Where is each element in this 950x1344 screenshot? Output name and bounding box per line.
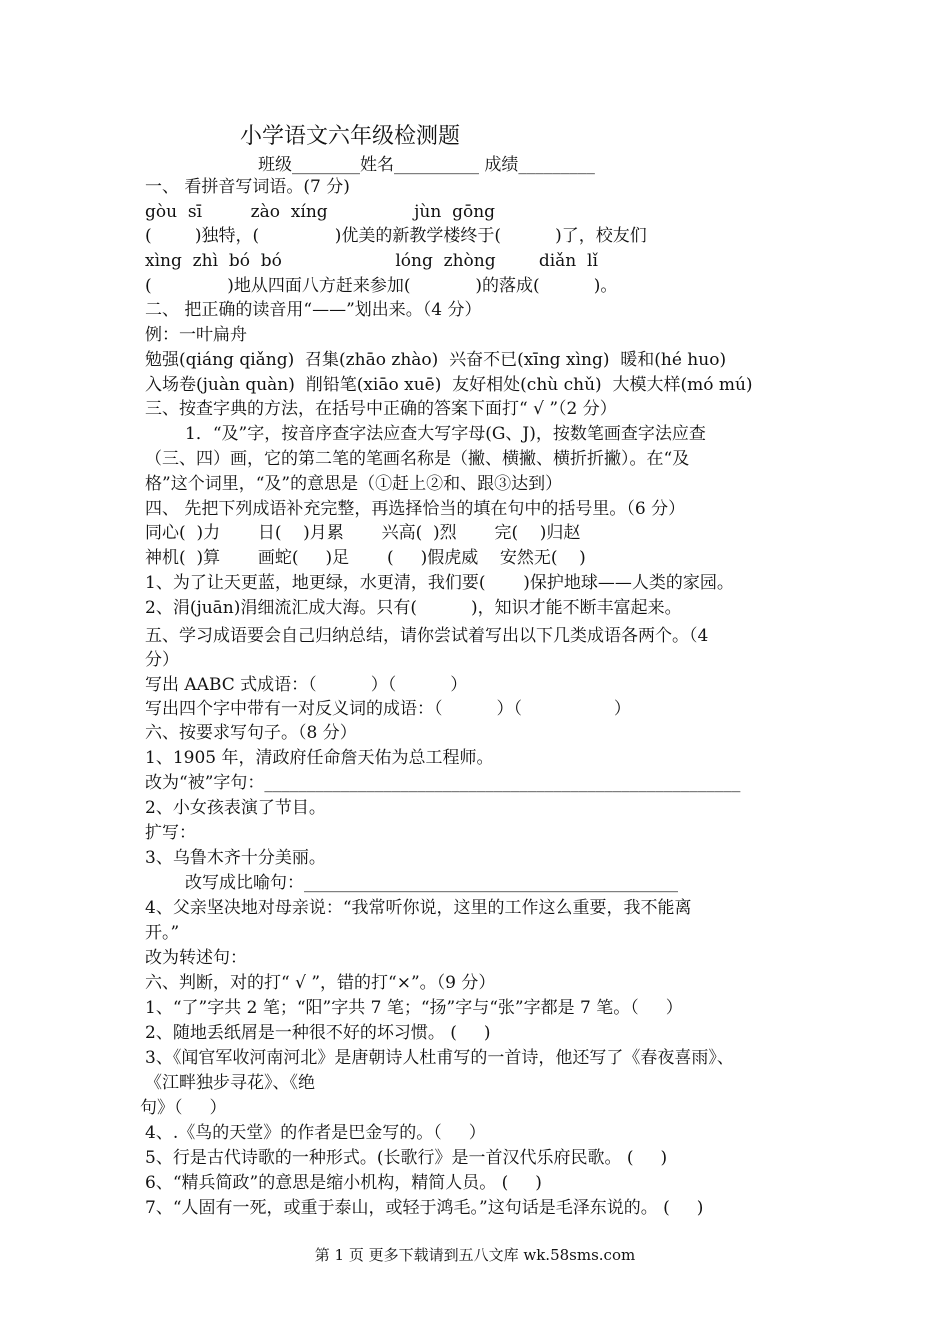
section-5-heading-cont: 分） [145,650,179,670]
judgement-3-cont: 《江畔独步寻花》、《绝 [145,1073,315,1093]
section-5-heading: 五、学习成语要会自己归纳总结，请你尝试着写出以下几类成语各两个。（4 [145,626,709,646]
judgement-7: 7、“人固有一死，或重于泰山，或轻于鸿毛。”这句话是毛泽东说的。 ( ) [145,1198,704,1218]
section-1-heading: 一、 看拼音写词语。(7 分) [145,177,350,197]
section-3-heading: 三、按查字典的方法，在括号中正确的答案下面打“ √ ”（2 分） [145,399,617,419]
judgement-2: 2、随地丢纸屑是一种很不好的坏习惯。 ( ) [145,1023,491,1043]
fill-blank-row-1: ( )独特，( )优美的新教学楼终于( )了，校友们 [145,226,647,246]
judgement-4: 4、.《鸟的天堂》的作者是巴金写的。（ ） [145,1123,486,1143]
sentence-4-cont: 开。” [145,923,180,943]
sentence-2: 2、小女孩表演了节目。 [145,798,326,818]
fill-blank-row-2: ( )地从四面八方赶来参加( )的落成( )。 [145,276,618,296]
sentence-3: 3、乌鲁木齐十分美丽。 [145,848,326,868]
section-4-heading: 四、 先把下列成语补充完整，再选择恰当的填在句中的括号里。（6 分） [145,499,686,519]
student-info-line: 班级________姓名__________ 成绩_________ [258,155,595,175]
pinyin-row-1: gòu sī zào xíng jùn gōng [145,202,496,222]
judgement-6: 6、“精兵简政”的意思是缩小机构，精简人员。 ( ) [145,1173,542,1193]
pinyin-row-2: xìng zhì bó bó lóng zhòng diǎn lǐ [145,251,598,271]
page-footer: 第 1 页 更多下载请到五八文库 wk.58sms.com [314,1246,636,1264]
idiom-sentence-2: 2、涓(juān)涓细流汇成大海。只有( )，知识才能不断丰富起来。 [145,598,682,618]
dictionary-question-line-3: 格”这个词里，“及”的意思是（①赶上②和、跟③达到） [145,474,563,494]
antonym-idiom-line: 写出四个字中带有一对反义词的成语：（ ）（ ） [145,699,631,719]
dictionary-question-line-2: （三、四）画，它的第二笔的笔画名称是（撇、横撇、横折折撇）。在“及 [145,449,690,469]
judgement-5: 5、行是古代诗歌的一种形式。(长歌行》是一首汉代乐府民歌。 ( ) [145,1148,668,1168]
example-line: 例：一叶扁舟 [145,325,247,345]
section-2-heading: 二、 把正确的读音用“——”划出来。（4 分） [145,300,482,320]
pronunciation-row-1: 勉强(qiáng qiǎng) 召集(zhāo zhào) 兴奋不已(xīng xìng) 暖和(hé huo) [145,350,727,370]
judgement-1: 1、“了”字共 2 笔；“阳”字共 7 笔；“扬”字与“张”字都是 7 笔。（ ） [145,998,683,1018]
expand-label: 扩写： [145,823,196,843]
sentence-1: 1、1905 年，清政府任命詹天佑为总工程师。 [145,748,494,768]
idiom-row-1: 同心( )力 日( )月累 兴高( )烈 完( )归赵 [145,523,581,543]
sentence-4: 4、父亲坚决地对母亲说：“我常听你说，这里的工作这么重要，我不能离 [145,898,692,918]
idiom-row-2: 神机( )算 画蛇( )足 ( )假虎威 安然无( ) [145,548,586,568]
metaphor-rewrite-line: 改写成比喻句：____________________________________________ [185,873,678,893]
judgement-3: 3、《闻官军收河南河北》是唐朝诗人杜甫写的一首诗，他还写了《春夜喜雨》、 [145,1048,734,1068]
section-6-heading: 六、按要求写句子。（8 分） [145,723,357,743]
aabc-idiom-line: 写出 AABC 式成语：（ ）（ ） [145,675,468,695]
idiom-sentence-1: 1、为了让天更蓝，地更绿，水更清，我们要( )保护地球——人类的家园。 [145,573,734,593]
judgement-heading: 六、判断，对的打“ √ ”，错的打“×”。（9 分） [145,973,496,993]
pronunciation-row-2: 入场卷(juàn quàn) 削铅笔(xiāo xuē) 友好相处(chù chǔ) 大模大样(mó mú) [145,375,753,395]
indirect-speech-label: 改为转述句： [145,948,247,968]
page-title: 小学语文六年级检测题 [240,124,461,149]
judgement-3-end: 句》（ ） [140,1098,227,1118]
dictionary-question-line-1: 1．“及”字，按音序查字法应查大写字母(G、J)，按数笔画查字法应查 [185,424,706,444]
passive-rewrite-line: 改为“被”字句：________________________________________________________ [145,773,741,793]
